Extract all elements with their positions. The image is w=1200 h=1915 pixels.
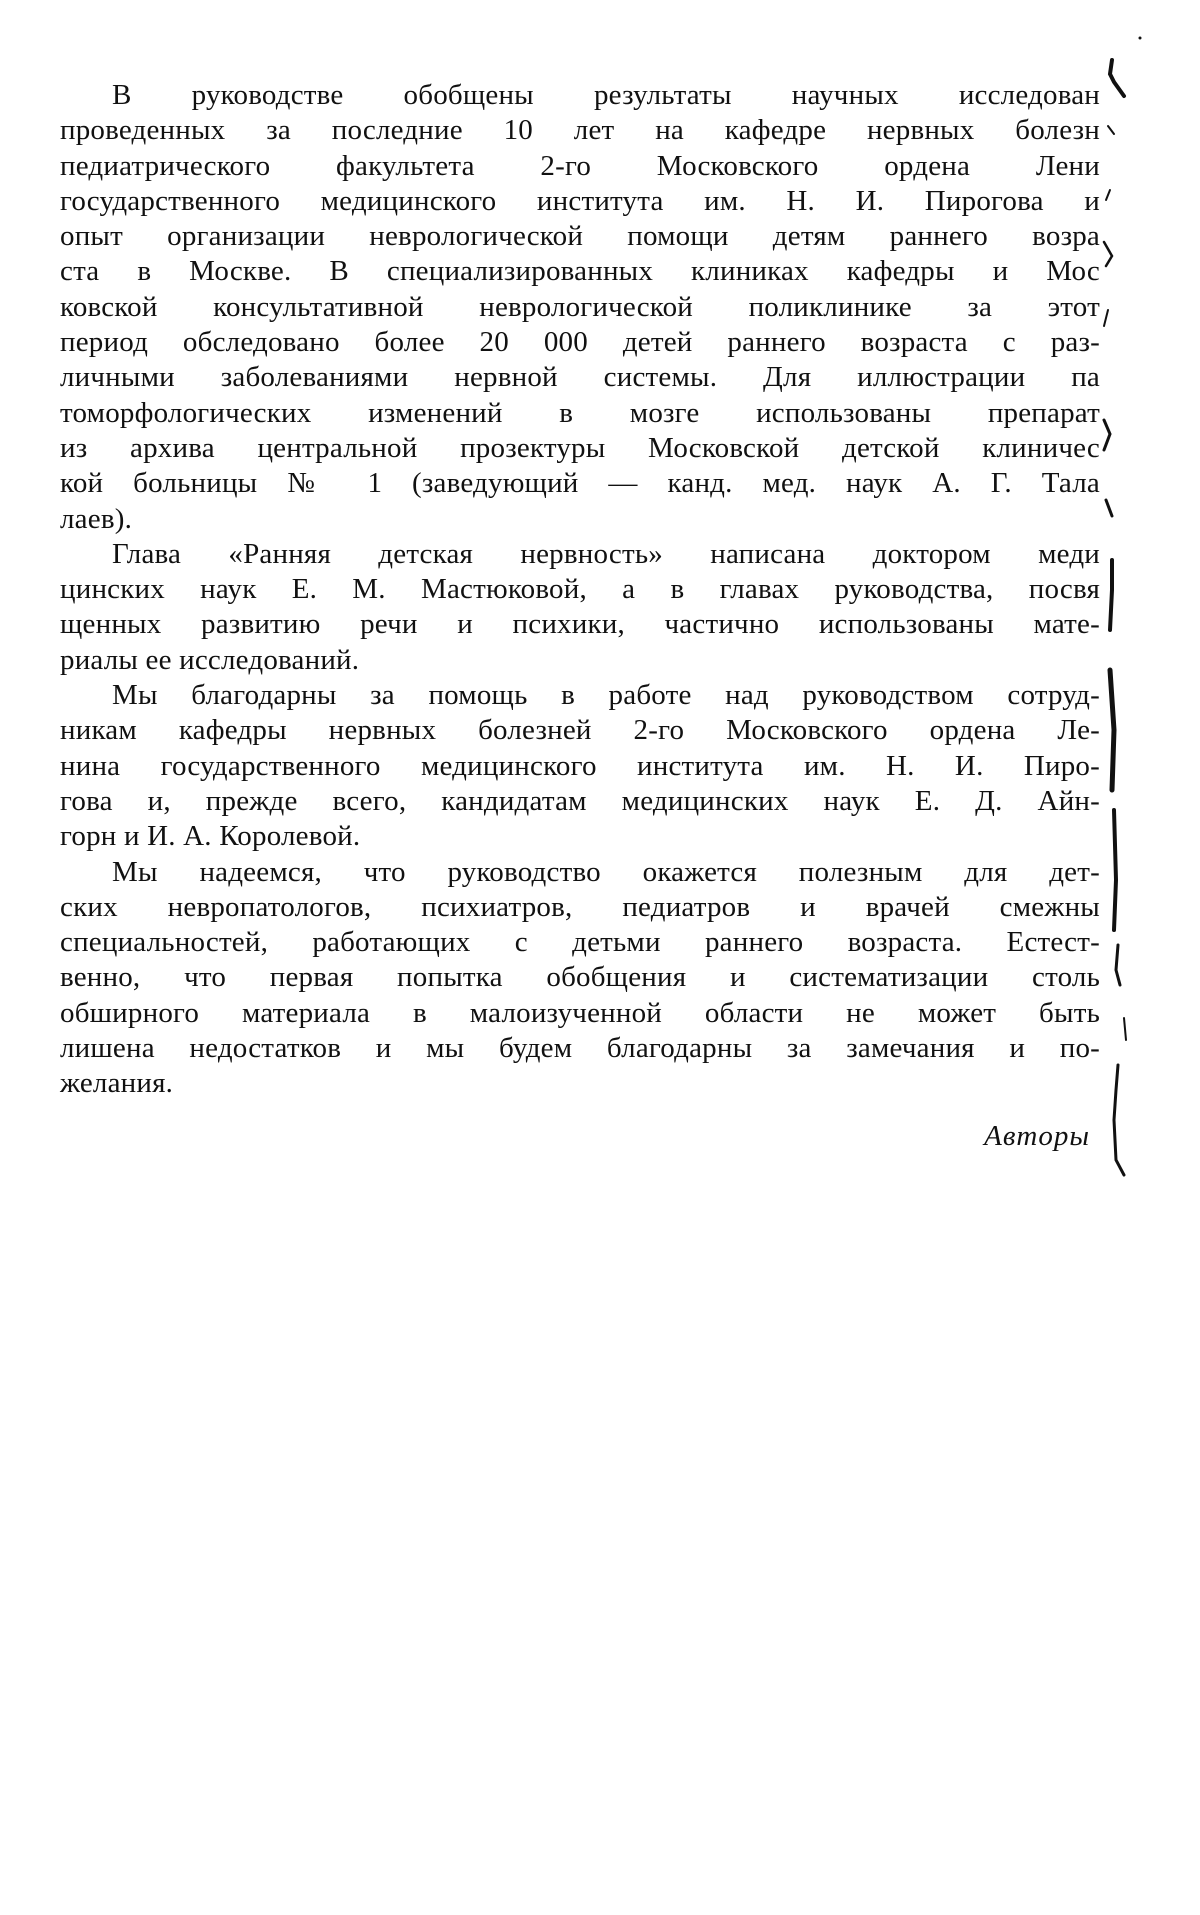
paragraph	[60, 537, 1100, 678]
text-line: ковской консультативной неврологической поликлинике за этот	[60, 290, 1100, 323]
text-line: Мы благодарны за помощь в работе над руководством сотруд-	[112, 679, 1100, 712]
text-line: лишена недостатков и мы будем благодарны за замечания и по-	[60, 1032, 1100, 1065]
text-line: обширного материала в малоизученной области не может быть	[60, 996, 1100, 1029]
text-line: проведенных за последние 10 лет на кафедре нервных болезн	[60, 114, 1100, 147]
text-line: опыт организации неврологической помощи детям раннего возра	[60, 220, 1100, 253]
text-line: томорфологических изменений в мозге использованы препарат	[60, 396, 1100, 429]
text-line: ских невропатологов, психиатров, педиатров и врачей смежны	[60, 890, 1100, 923]
text-line: цинских наук Е. М. Мастюковой, а в главах руководства, посвя	[60, 573, 1100, 606]
text-line: нина государственного медицинского института им. Н. И. Пиро-	[60, 749, 1100, 782]
text-line: риалы ее исследований.	[60, 643, 360, 676]
text-line: из архива центральной прозектуры Московской детской клиничес	[60, 431, 1100, 464]
text-line: период обследовано более 20 000 детей раннего возраста с раз-	[60, 326, 1100, 359]
paragraph	[60, 855, 1100, 1102]
text-line: личными заболеваниями нервной системы. Для иллюстрации па	[60, 361, 1100, 394]
text-line: лаев).	[60, 502, 133, 535]
text-line: горн и И. А. Королевой.	[60, 820, 361, 853]
text-line: щенных развитию речи и психики, частично использованы мате-	[60, 608, 1100, 641]
text-line: государственного медицинского института им. Н. И. Пирогова и	[60, 184, 1100, 217]
text-line: Мы надеемся, что руководство окажется полезным для дет-	[112, 855, 1100, 888]
signature-authors: Авторы	[984, 1120, 1090, 1152]
text-line: желания.	[60, 1067, 174, 1100]
text-line: ста в Москве. В специализированных клиниках кафедры и Мос	[60, 255, 1100, 288]
text-line: венно, что первая попытка обобщения и систематизации столь	[60, 961, 1100, 994]
text-line: В руководстве обобщены результаты научных исследован	[112, 79, 1100, 111]
text-line: гова и, прежде всего, кандидатам медицинских наук Е. Д. Айн-	[60, 784, 1100, 817]
text-line: кой больницы № 1 (заведующий — канд. мед. наук А. Г. Тала	[60, 467, 1100, 500]
text-line: никам кафедры нервных болезней 2-го Московского ордена Ле-	[60, 714, 1100, 747]
preface-text	[60, 78, 1100, 1102]
scan-edge-marks	[1100, 30, 1170, 1190]
text-line: Глава «Ранняя детская нервность» написана доктором меди	[112, 537, 1100, 570]
paragraph	[60, 78, 1100, 537]
paragraph	[60, 678, 1100, 854]
text-line: педиатрического факультета 2-го Московского ордена Лени	[60, 149, 1100, 182]
text-line: специальностей, работающих с детьми раннего возраста. Естест-	[60, 926, 1100, 959]
